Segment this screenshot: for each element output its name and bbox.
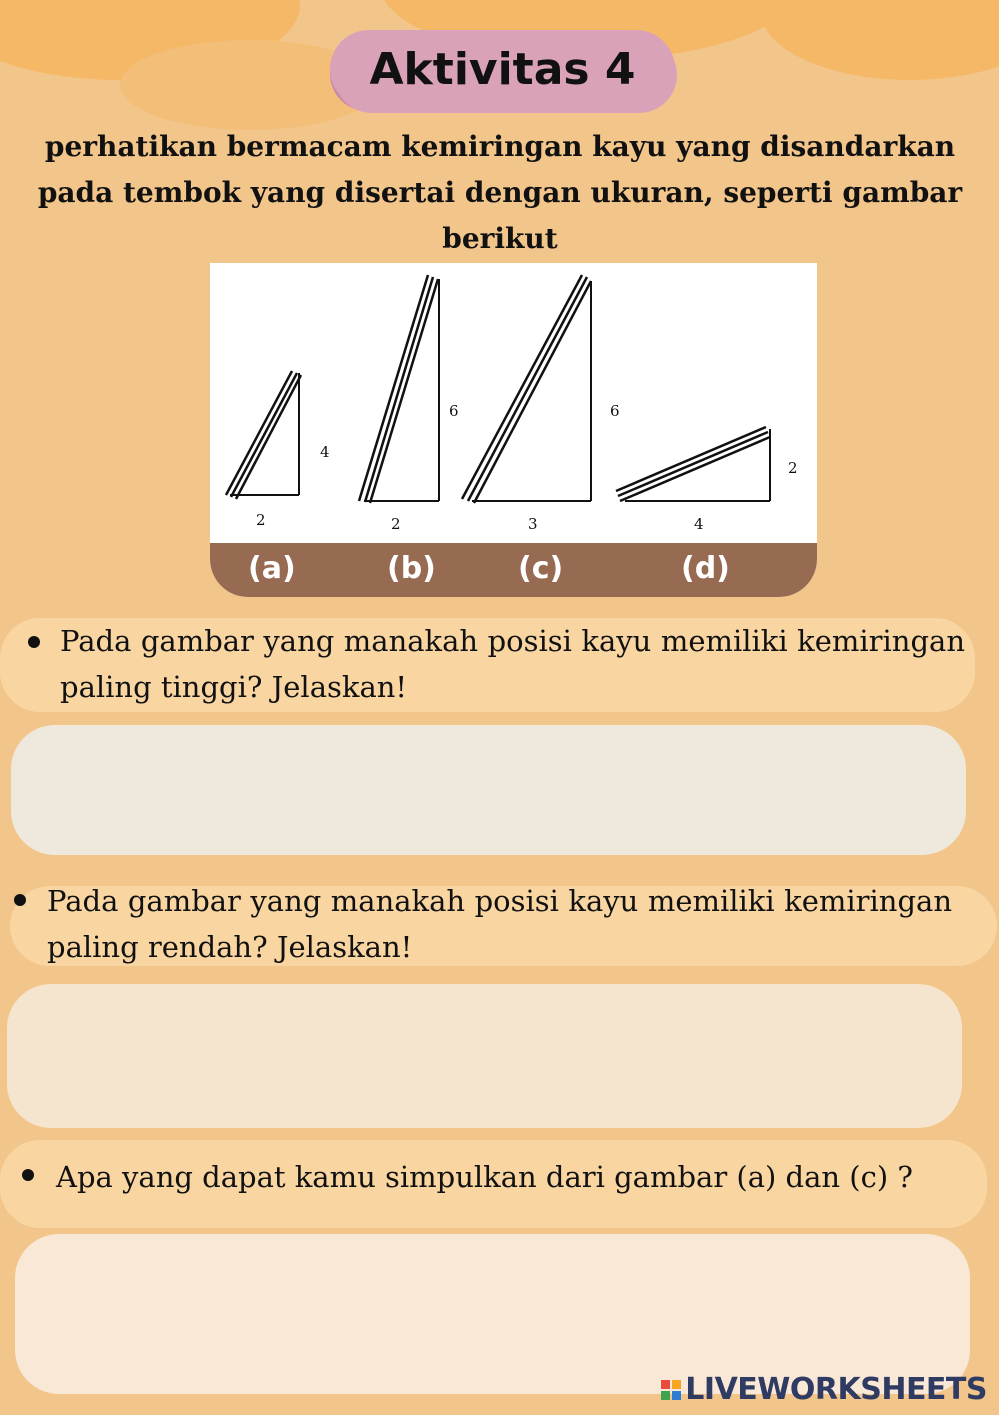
base-label-a: 2 [256, 511, 266, 529]
triangle-a [226, 371, 301, 499]
height-label-b: 6 [449, 402, 459, 420]
height-label-a: 4 [320, 443, 330, 461]
base-label-c: 3 [528, 515, 538, 533]
page-title: Aktivitas 4 [369, 43, 636, 95]
triangle-d [616, 427, 770, 501]
question-text: Apa yang dapat kamu simpulkan dari gambar (a) dan (c) ? [56, 1160, 913, 1194]
intro-text: perhatikan bermacam kemiringan kayu yang disandarkan pada tembok yang disertai dengan ukuran, seperti gambar berikut [37, 130, 963, 255]
answer-box[interactable] [7, 984, 962, 1128]
title-badge [330, 30, 675, 108]
ladder-figure [210, 263, 817, 597]
logo-icon [661, 1380, 681, 1400]
base-label-d: 4 [694, 515, 704, 533]
figure-label-b: (b) [387, 551, 436, 586]
question-text: Pada gambar yang manakah posisi kayu memiliki kemiringan paling tinggi? Jelaskan! [60, 624, 965, 704]
logo-text: LIVEWORKSHEETS [685, 1372, 987, 1407]
answer-box[interactable] [11, 725, 966, 855]
bullet-icon [28, 636, 40, 648]
height-label-c: 6 [610, 402, 620, 420]
bullet-icon [14, 894, 26, 906]
figure-label-c: (c) [518, 551, 564, 586]
base-label-b: 2 [391, 515, 401, 533]
question-text: Pada gambar yang manakah posisi kayu memiliki kemiringan paling rendah? Jelaskan! [47, 884, 952, 964]
figure-label-a: (a) [248, 551, 296, 586]
height-label-d: 2 [788, 459, 798, 477]
triangle-b [359, 275, 439, 503]
bullet-icon [22, 1169, 34, 1181]
liveworksheets-logo [661, 1372, 987, 1407]
figure-label-bar [210, 543, 817, 597]
triangle-c [462, 275, 591, 503]
figure-label-d: (d) [681, 551, 730, 586]
cloud-decoration [760, 0, 999, 80]
answer-box[interactable] [15, 1234, 970, 1394]
